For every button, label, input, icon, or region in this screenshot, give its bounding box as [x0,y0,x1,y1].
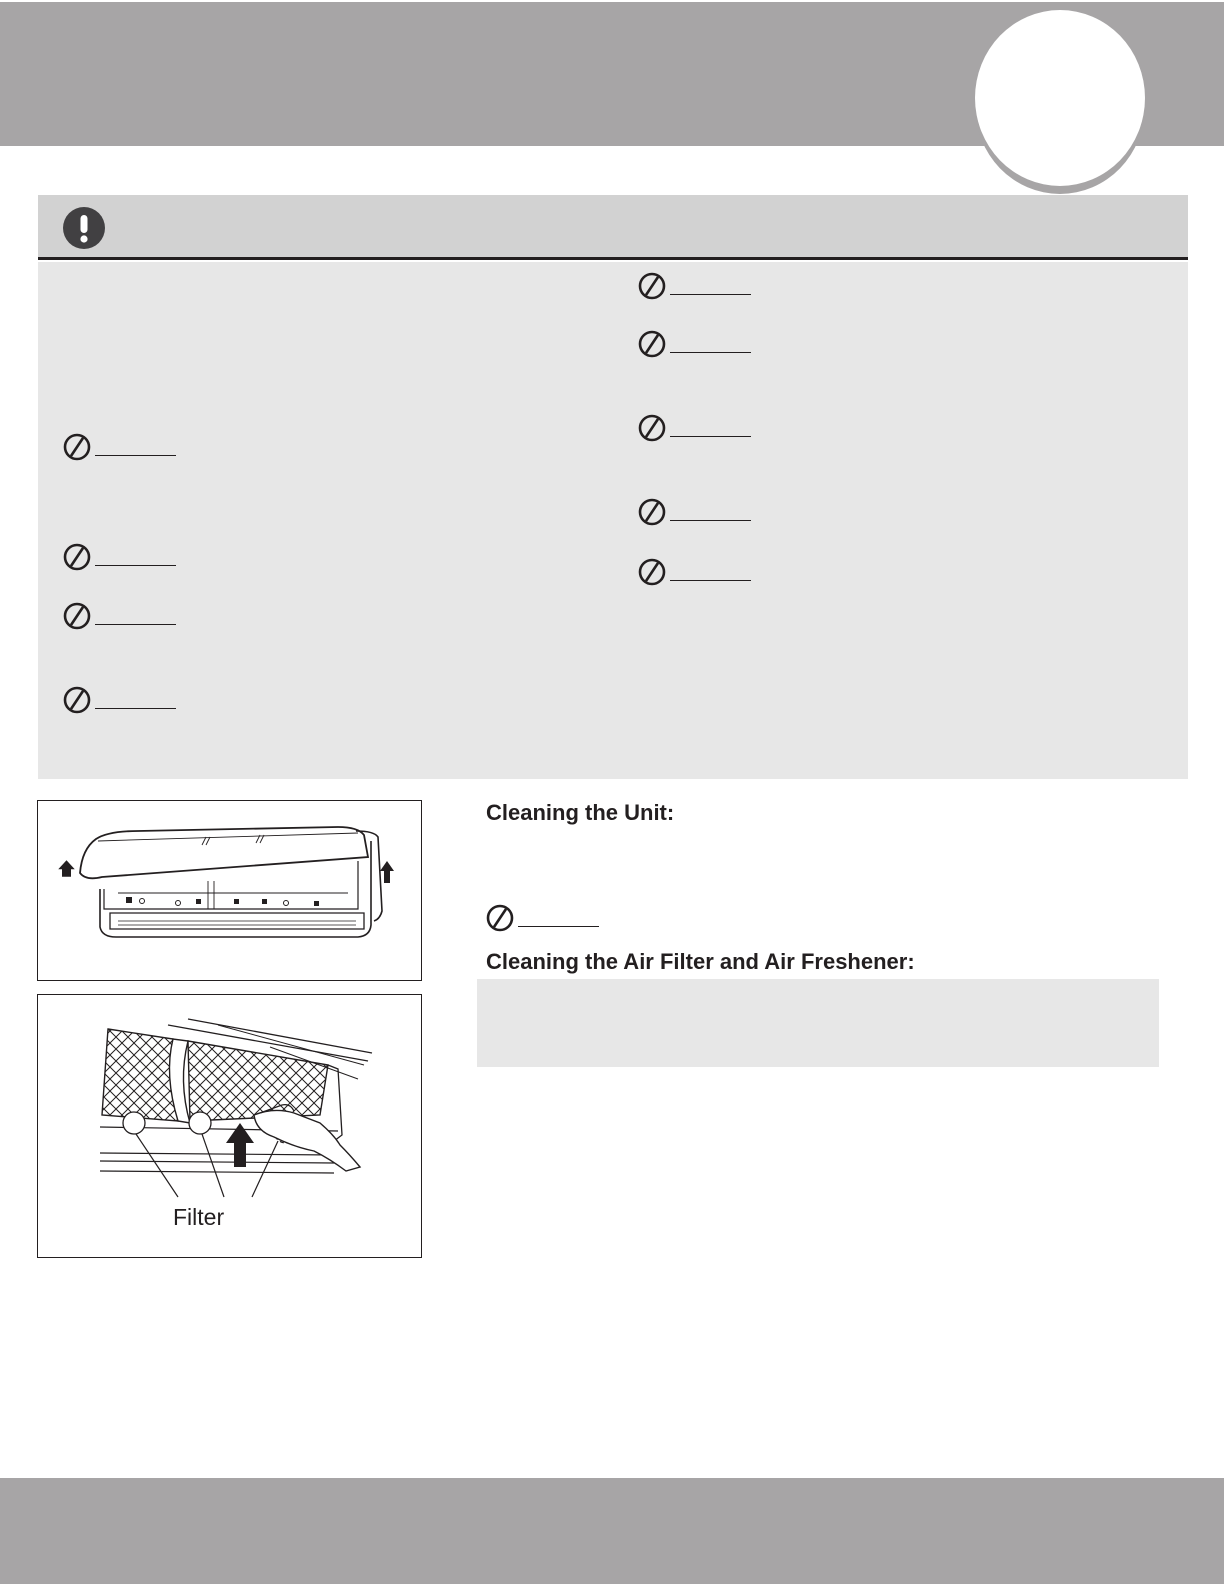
cleaning-unit-heading: Cleaning the Unit: [486,800,675,825]
filter-removal-illustration [38,995,422,1258]
prohibited-underline [518,926,599,927]
prohibited-icon [636,328,668,360]
prohibited-icon [636,496,668,528]
prohibited-underline [670,294,751,295]
prohibited-icon [61,600,93,632]
prohibited-marker [61,684,185,716]
front-panel-figure [37,800,422,981]
prohibited-icon [636,556,668,588]
front-panel-illustration [38,801,422,981]
prohibited-underline [670,436,751,437]
footer-band [0,1478,1224,1584]
prohibited-underline [95,455,176,456]
prohibited-marker [61,541,185,573]
prohibited-underline [95,624,176,625]
prohibited-icon [484,902,516,934]
prohibited-icon [61,541,93,573]
exclamation-icon [62,206,106,250]
notice-title-bar [38,195,1188,260]
prohibited-underline [670,580,751,581]
prohibited-underline [670,352,751,353]
filter-info-box [477,979,1159,1067]
prohibited-marker [484,902,608,934]
notice-body-panel [38,262,1188,779]
prohibited-marker [636,270,760,302]
prohibited-underline [95,708,176,709]
page-number-circle [975,10,1145,186]
cleaning-filter-heading: Cleaning the Air Filter and Air Freshener: [486,949,915,974]
prohibited-marker [636,496,760,528]
prohibited-icon [61,684,93,716]
filter-removal-figure [37,994,422,1258]
prohibited-icon [636,412,668,444]
prohibited-icon [636,270,668,302]
prohibited-underline [95,565,176,566]
filter-label: Filter [173,1204,225,1230]
prohibited-marker [636,556,760,588]
prohibited-icon [61,431,93,463]
prohibited-underline [670,520,751,521]
prohibited-marker [61,431,185,463]
prohibited-marker [636,328,760,360]
prohibited-marker [61,600,185,632]
prohibited-marker [636,412,760,444]
